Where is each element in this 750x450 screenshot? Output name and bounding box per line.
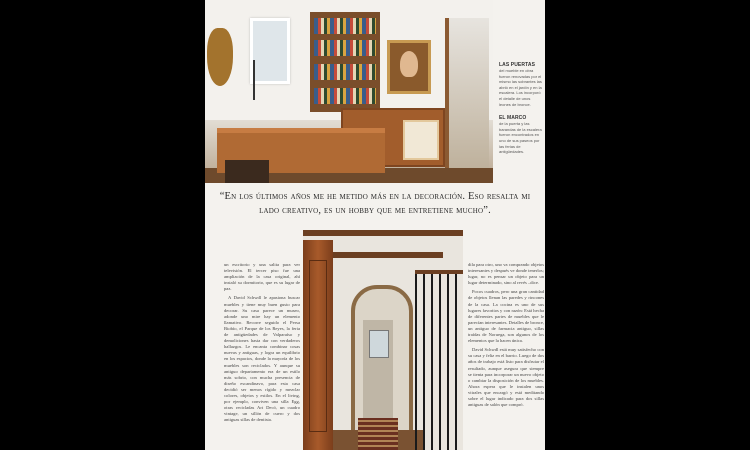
paragraph: un escritorio y una salita para ver televisión. El tercer piso fue una ampliación de la casa original, ahí instaló su dormitorio, que es su lugar de paz. bbox=[224, 262, 300, 292]
caption-body: del mueble en obra fueron renovadas por el mismo las sobrantes las abrió en el jardín y en la escalera. Los incorporó el detalle de unos leones de bronce. bbox=[499, 68, 542, 107]
paragraph: Pocos cuadros, pero una gran cantidad de objetos llenan las paredes y rincones de la casa. La cocina es uno de sus lugares favoritos y con razón: Está hecha de diferentes partes de muebles que le parecían interesantes. Detalles de bronce, un antiguo de farmacia antiguo, sillas traídas de Noruega, son algunos de los elementos que la hacen única. bbox=[468, 289, 545, 344]
window bbox=[369, 330, 389, 358]
carved-door bbox=[303, 240, 333, 450]
desk-lamp bbox=[253, 60, 275, 100]
caption-body: de la puerta y las barandas de la escalera fueron encontrados en uno de sus paseos por las ferias de antigüedades. bbox=[499, 121, 542, 155]
portrait-painting bbox=[387, 40, 431, 94]
paragraph: A David Schwdl le apasiona buscar muebles y tiene muy buen gusto para decorar. Su casa parece un museo, adonde uno mire hay un elemento llamativo. Recorre seguido el Persa Biobío, el Parque de los Reyes, la feria de antigüedades de Valparaíso y demoliciones hasta dar con verdaderos hallazgos. Le encanta combinar cosas nuevas y antiguas, y logra un equilibrio en los espacios, donde la mayoría de los muebles son reciclados. Y aunque su antiguo departamento era de un estilo más sobrio, con mucha presencia de diseño escandinavo, para esta casa decidió ser menos rígido y mezclar colores, objetos y estilos. En el living, por ejemplo, conviven una silla Egg, otras recicladas Art Decó, un cuadro vintage, un sillón de cuero y dos antiguas sillas de dentista. bbox=[224, 295, 300, 423]
hallway-photo bbox=[303, 230, 463, 450]
study-photo bbox=[205, 0, 493, 183]
caption-heading: EL MARCO bbox=[499, 115, 527, 122]
chair bbox=[225, 160, 269, 183]
paragraph: David Schwdl está muy satisfecho con su casa y feliz en el barrio. Luego de dos años de trabajo está listo para disfrutar el resultado, aunque asegura que siempre se tienta para incorporar un nuevo objeto o cambiar la disposición de los muebles. Ahora espera que le instalen unos vitrales que encargó y está meditando sobre el lugar indicado para dos sillas antiguas de salón que compró. bbox=[468, 347, 544, 408]
bookshelf bbox=[310, 12, 380, 112]
magazine-page bbox=[205, 0, 545, 450]
iron-stair-railing bbox=[415, 270, 463, 450]
body-column-right bbox=[468, 262, 544, 411]
doorway bbox=[445, 18, 489, 178]
photo-captions bbox=[499, 60, 543, 163]
crest-decoration bbox=[207, 28, 233, 86]
paragraph: dila para otro, uno va comprando objetos interesantes y después ve donde tenerlos; lugar, no es pensar un objeto para un lugar determinado, sino al revés –dice. bbox=[468, 262, 544, 286]
rug-runner bbox=[358, 418, 398, 450]
body-column-left bbox=[224, 262, 300, 426]
caption-heading: LAS PUERTAS bbox=[499, 62, 536, 68]
pull-quote: “En los últimos años me he metido más en la decoración. Eso resalta mi lado creativo, es un hobby que me entretiene mucho”. bbox=[219, 191, 531, 216]
